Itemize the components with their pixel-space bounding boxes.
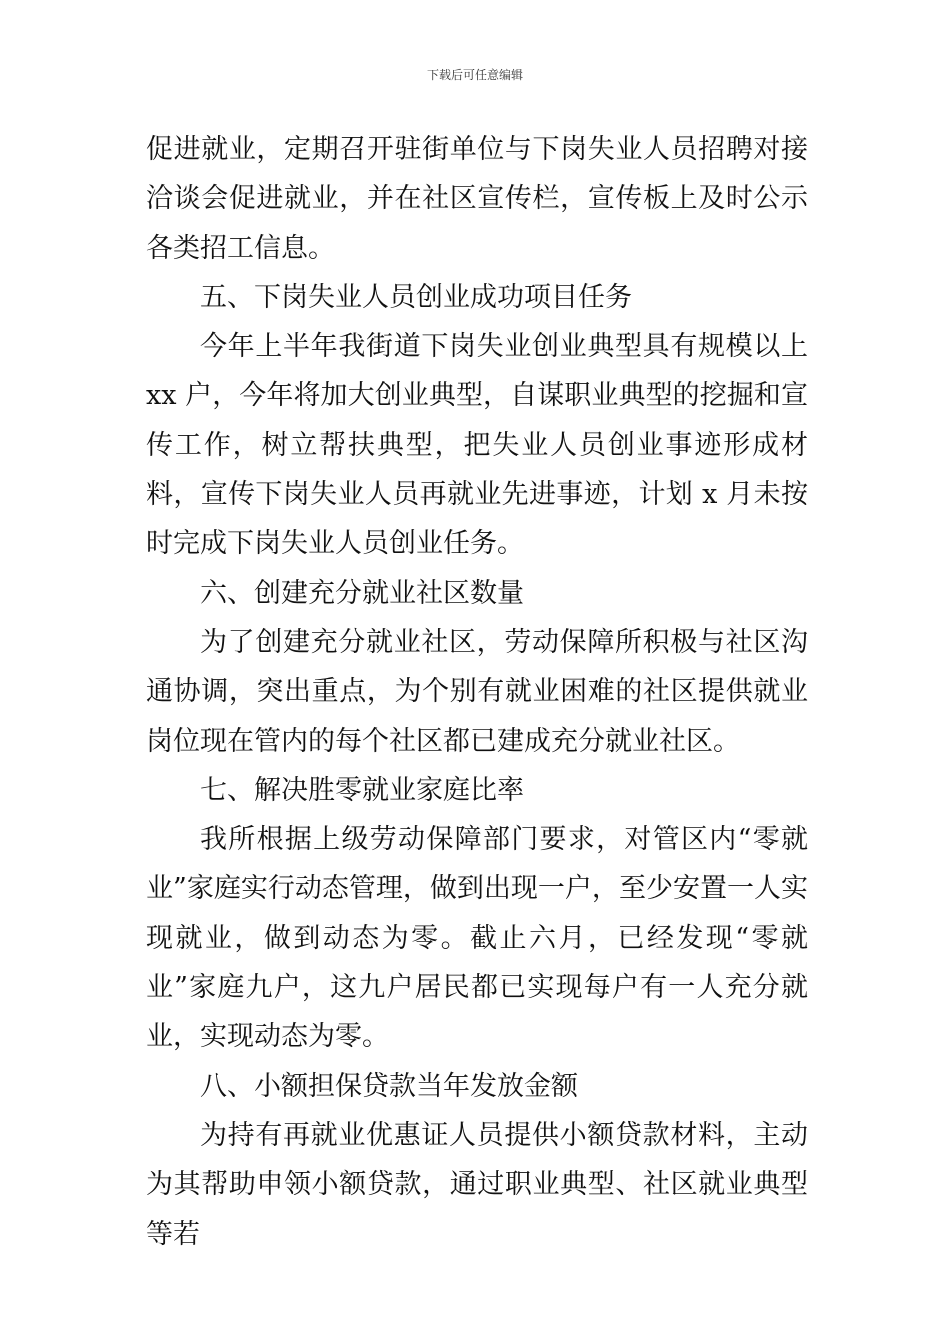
- paragraph-section-7: 我所根据上级劳动保障部门要求，对管区内“零就业”家庭实行动态管理，做到出现一户，至少安置一人实现就业，做到动态为零。截止六月，已经发现“零就业”家庭九户，这九户居民都已实现每户有一人充分就业，实现动态为零。: [146, 824, 808, 1053]
- paragraph-section-8: 为持有再就业优惠证人员提供小额贷款材料，主动为其帮助申领小额贷款，通过职业典型、社区就业典型等若: [146, 1119, 808, 1250]
- paragraph-section-5: 今年上半年我街道下岗失业创业典型具有规模以上 xx 户，今年将加大创业典型，自谋职业典型的挖掘和宣传工作，树立帮扶典型，把失业人员创业事迹形成材料，宣传下岗失业人员再就业先进事迹，计划 x 月未按时完成下岗失业人员创业任务。: [146, 331, 808, 560]
- page-header: 下载后可任意编辑: [426, 68, 523, 82]
- section-heading-7: 七、解决胜零就业家庭比率: [200, 774, 524, 806]
- section-heading-6: 六、创建充分就业社区数量: [200, 577, 524, 609]
- paragraph-section-6: 为了创建充分就业社区，劳动保障所积极与社区沟通协调，突出重点，为个别有就业困难的社区提供就业岗位现在管内的每个社区都已建成充分就业社区。: [146, 626, 808, 757]
- section-heading-8: 八、小额担保贷款当年发放金额: [200, 1070, 578, 1102]
- paragraph-continuation: 促进就业，定期召开驻街单位与下岗失业人员招聘对接洽谈会促进就业，并在社区宣传栏，宣传板上及时公示各类招工信息。: [146, 134, 808, 264]
- section-heading-5: 五、下岗失业人员创业成功项目任务: [200, 281, 632, 313]
- document-body: [146, 125, 808, 1259]
